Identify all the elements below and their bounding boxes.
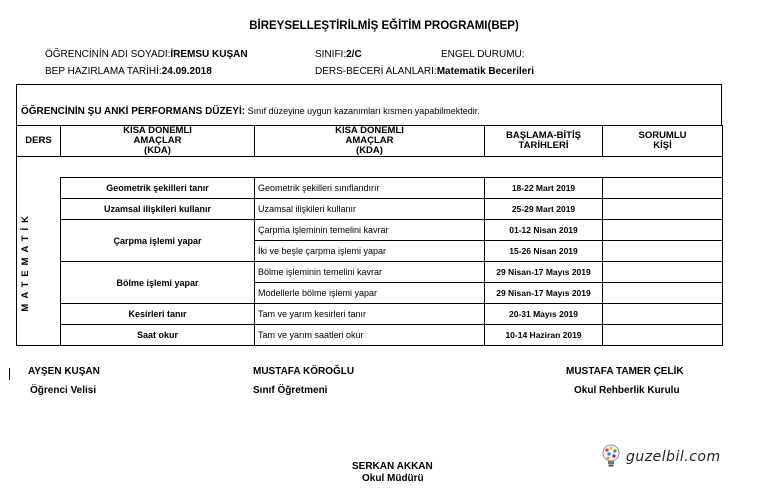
lightbulb-icon bbox=[600, 443, 622, 471]
performance-line bbox=[21, 106, 480, 117]
date-cell: 18-22 Mart 2019 bbox=[485, 178, 603, 199]
objective-cell: Modellerle bölme işlemi yapar bbox=[255, 283, 485, 304]
table-row bbox=[17, 304, 723, 325]
student-name-value: İREMSU KUŞAN bbox=[170, 49, 248, 60]
date-cell: 29 Nisan-17 Mayıs 2019 bbox=[485, 262, 603, 283]
performance-box bbox=[16, 84, 722, 126]
document-title: BİREYSELLEŞTİRİLMİŞ EĞİTİM PROGRAMI(BEP) bbox=[249, 20, 519, 32]
objective-cell: Uzamsal ilişkileri kullanır bbox=[255, 199, 485, 220]
table-row bbox=[17, 325, 723, 346]
parent-role: Öğrenci Velisi bbox=[30, 385, 97, 396]
performance-label: ÖĞRENCİNİN ŞU ANKİ PERFORMANS DÜZEYİ: bbox=[21, 106, 246, 117]
skill-area-label: DERS-BECERİ ALANLARI: bbox=[315, 66, 437, 77]
table-row bbox=[17, 220, 723, 241]
responsible-cell bbox=[603, 178, 723, 199]
responsible-cell bbox=[603, 262, 723, 283]
disability-label: ENGEL DURUMU: bbox=[441, 49, 525, 60]
skill-area-line bbox=[315, 66, 534, 77]
goal-cell: Çarpma işlemi yapar bbox=[61, 220, 255, 262]
header-short-goal: KISA DÖNEMLİ AMAÇLAR (KDA) bbox=[255, 126, 485, 157]
objective-cell: Çarpma işleminin temelini kavrar bbox=[255, 220, 485, 241]
table-row bbox=[17, 262, 723, 283]
responsible-cell bbox=[603, 199, 723, 220]
goal-cell: Geometrik şekilleri tanır bbox=[61, 178, 255, 199]
goal-cell: Bölme işlemi yapar bbox=[61, 262, 255, 304]
principal-role: Okul Müdürü bbox=[362, 473, 424, 484]
subject-label: MATEMATİK bbox=[20, 210, 31, 312]
responsible-cell bbox=[603, 304, 723, 325]
teacher-role: Sınıf Öğretmeni bbox=[253, 385, 328, 396]
class-label: SINIFI: bbox=[315, 49, 347, 60]
table-spacer bbox=[17, 157, 723, 178]
goal-cell: Kesirleri tanır bbox=[61, 304, 255, 325]
table-header-row bbox=[17, 126, 723, 157]
counselor-name: MUSTAFA TAMER ÇELİK bbox=[566, 366, 684, 377]
header-dates: BAŞLAMA-BİTİŞ TARİHLERİ bbox=[485, 126, 603, 157]
date-cell: 20-31 Mayıs 2019 bbox=[485, 304, 603, 325]
performance-text: Sınıf düzeyine uygun kazanımları kısmen yapabilmektedir. bbox=[247, 106, 480, 116]
objective-cell: İki ve beşle çarpma işlemi yapar bbox=[255, 241, 485, 262]
responsible-cell bbox=[603, 325, 723, 346]
header-subject: DERS bbox=[17, 126, 61, 157]
counselor-role: Okul Rehberlik Kurulu bbox=[574, 385, 680, 396]
bep-date-label: BEP HAZIRLAMA TARİHİ: bbox=[45, 66, 162, 77]
subject-cell bbox=[17, 178, 61, 346]
date-cell: 25-29 Mart 2019 bbox=[485, 199, 603, 220]
header-responsible: SORUMLU KİŞİ bbox=[603, 126, 723, 157]
teacher-name: MUSTAFA KÖROĞLU bbox=[253, 366, 355, 377]
responsible-cell bbox=[603, 283, 723, 304]
header-long-goal: KISA DÖNEMLİ AMAÇLAR (KDA) bbox=[61, 126, 255, 157]
table-row bbox=[17, 178, 723, 199]
watermark-logo bbox=[600, 443, 622, 476]
student-name-line bbox=[45, 49, 248, 60]
principal-name: SERKAN AKKAN bbox=[352, 461, 433, 472]
margin-mark bbox=[9, 368, 10, 380]
objective-cell: Tam ve yarım saatleri okur bbox=[255, 325, 485, 346]
date-cell: 10-14 Haziran 2019 bbox=[485, 325, 603, 346]
table-row bbox=[17, 199, 723, 220]
date-cell: 29 Nisan-17 Mayıs 2019 bbox=[485, 283, 603, 304]
class-line bbox=[315, 49, 362, 60]
bep-table bbox=[16, 125, 723, 346]
student-name-label: ÖĞRENCİNİN ADI SOYADI: bbox=[45, 49, 171, 60]
goal-cell: Saat okur bbox=[61, 325, 255, 346]
objective-cell: Bölme işleminin temelini kavrar bbox=[255, 262, 485, 283]
bep-date-value: 24.09.2018 bbox=[161, 66, 212, 77]
disability-line bbox=[441, 49, 525, 60]
bep-date-line bbox=[45, 66, 212, 77]
date-cell: 01-12 Nisan 2019 bbox=[485, 220, 603, 241]
objective-cell: Geometrik şekilleri sınıflandırır bbox=[255, 178, 485, 199]
date-cell: 15-26 Nisan 2019 bbox=[485, 241, 603, 262]
class-value: 2/C bbox=[346, 49, 362, 60]
watermark-text: guzelbil.com bbox=[626, 449, 721, 465]
goal-cell: Uzamsal ilişkileri kullanır bbox=[61, 199, 255, 220]
parent-name: AYŞEN KUŞAN bbox=[28, 366, 100, 377]
objective-cell: Tam ve yarım kesirleri tanır bbox=[255, 304, 485, 325]
responsible-cell bbox=[603, 241, 723, 262]
responsible-cell bbox=[603, 220, 723, 241]
skill-area-value: Matematik Becerileri bbox=[436, 66, 534, 77]
